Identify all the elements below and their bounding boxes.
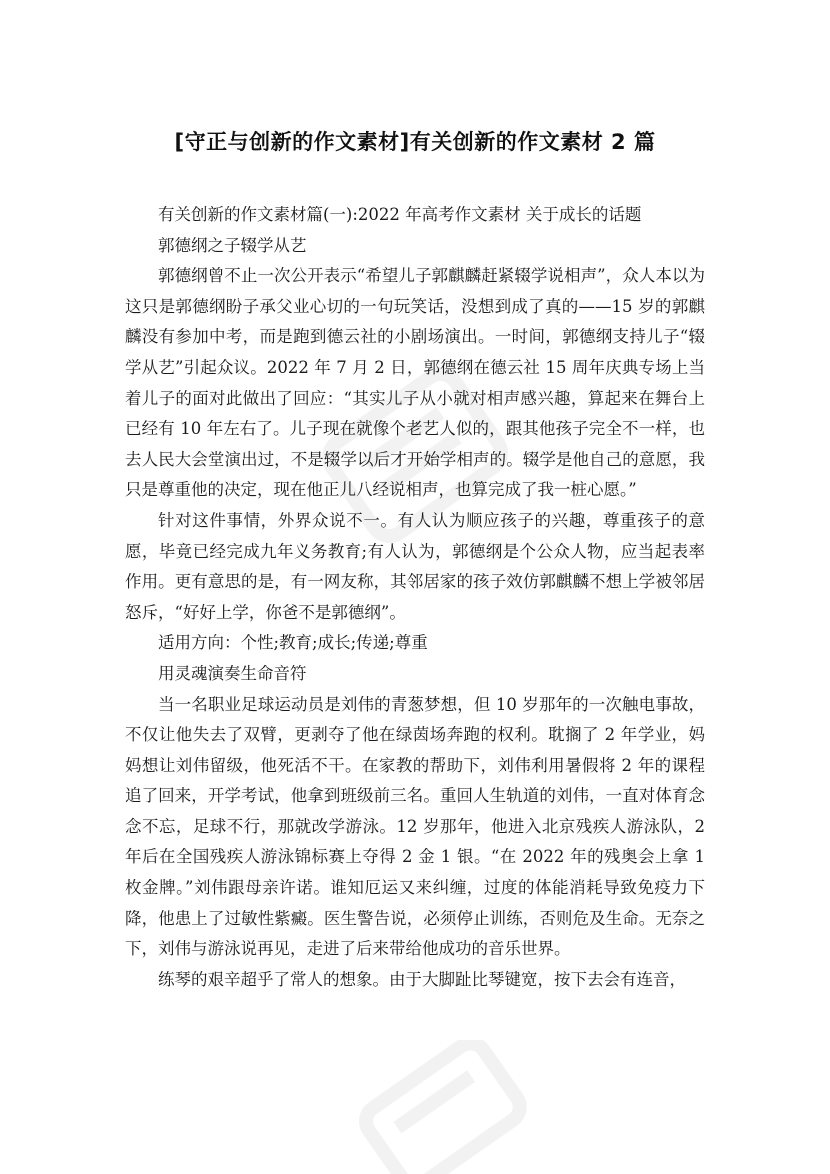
paragraph: 练琴的艰辛超乎了常人的想象。由于大脚趾比琴键宽，按下去会有连音， [158, 969, 686, 989]
paragraph-subtitle: 有关创新的作文素材篇(一):2022 年高考作文素材 关于成长的话题 [158, 205, 642, 224]
paragraph-heading-1: 郭德纲之子辍学从艺 [158, 235, 307, 255]
paragraph: 郭德纲曾不止一次公开表示“希望儿子郭麒麟赶紧辍学说相声”，众人本以为这只是郭德纲盼子承父业心切的一句玩笑话，没想到成了真的——15 岁的郭麒麟没有参加中考，而是跑到德云社的小剧场演出。一时间，郭德纲支持儿子“辍学从艺”引起众议。2022 年 7 月 2 日，郭德纲在德云社 15 周年庆典专场上当着儿子的面对此做出了回应：“其实儿子从小就对相声感兴趣，算起来在舞台上已经有 10 年左右了。儿子现在就像个老艺人似的，跟其他孩子完全不一样，也去人民大会堂演出过，不是辍学以后才开始学相声的。辍学是他自己的意愿，我只是尊重他的决定，现在他正儿八经说相声，也算完成了我一桩心愿。” [125, 266, 705, 500]
paragraph: 当一名职业足球运动员是刘伟的青葱梦想，但 10 岁那年的一次触电事故，不仅让他失去了双臂，更剥夺了他在绿茵场奔跑的权利。耽搁了 2 年学业，妈妈想让刘伟留级，他死活不干。在家教的帮助下，刘伟利用暑假将 2 年的课程追了回来，开学考试，他拿到班级前三名。重回人生轨道的刘伟，一直对体育念念不忘，足球不行，那就改学游泳。12 岁那年，他进入北京残疾人游泳队，2 年后在全国残疾人游泳锦标赛上夺得 2 金 1 银。“在 2022 年的残奥会上拿 1 枚金牌。”刘伟跟母亲许诺。谁知厄运又来纠缠，过度的体能消耗导致免疫力下降，他患上了过敏性紫癜。医生警告说，必须停止训练，否则危及生命。无奈之下，刘伟与游泳说再见，走进了后来带给他成功的音乐世界。 [125, 694, 705, 959]
document-body [125, 200, 705, 995]
paragraph-application: 适用方向：个性;教育;成长;传递;尊重 [158, 633, 428, 653]
document-title: [守正与创新的作文素材]有关创新的作文素材 2 篇 [174, 130, 656, 154]
watermark-logo-bottom [340, 1040, 540, 1174]
paragraph: 针对这件事情，外界众说不一。有人认为顺应孩子的兴趣，尊重孩子的意愿，毕竟已经完成九年义务教育;有人认为，郭德纲是个公众人物，应当起表率作用。更有意思的是，有一网友称，其邻居家的孩子效仿郭麒麟不想上学被邻居怒斥，“好好上学，你爸不是郭德纲”。 [125, 510, 705, 622]
paragraph-heading-2: 用灵魂演奏生命音符 [158, 663, 307, 683]
